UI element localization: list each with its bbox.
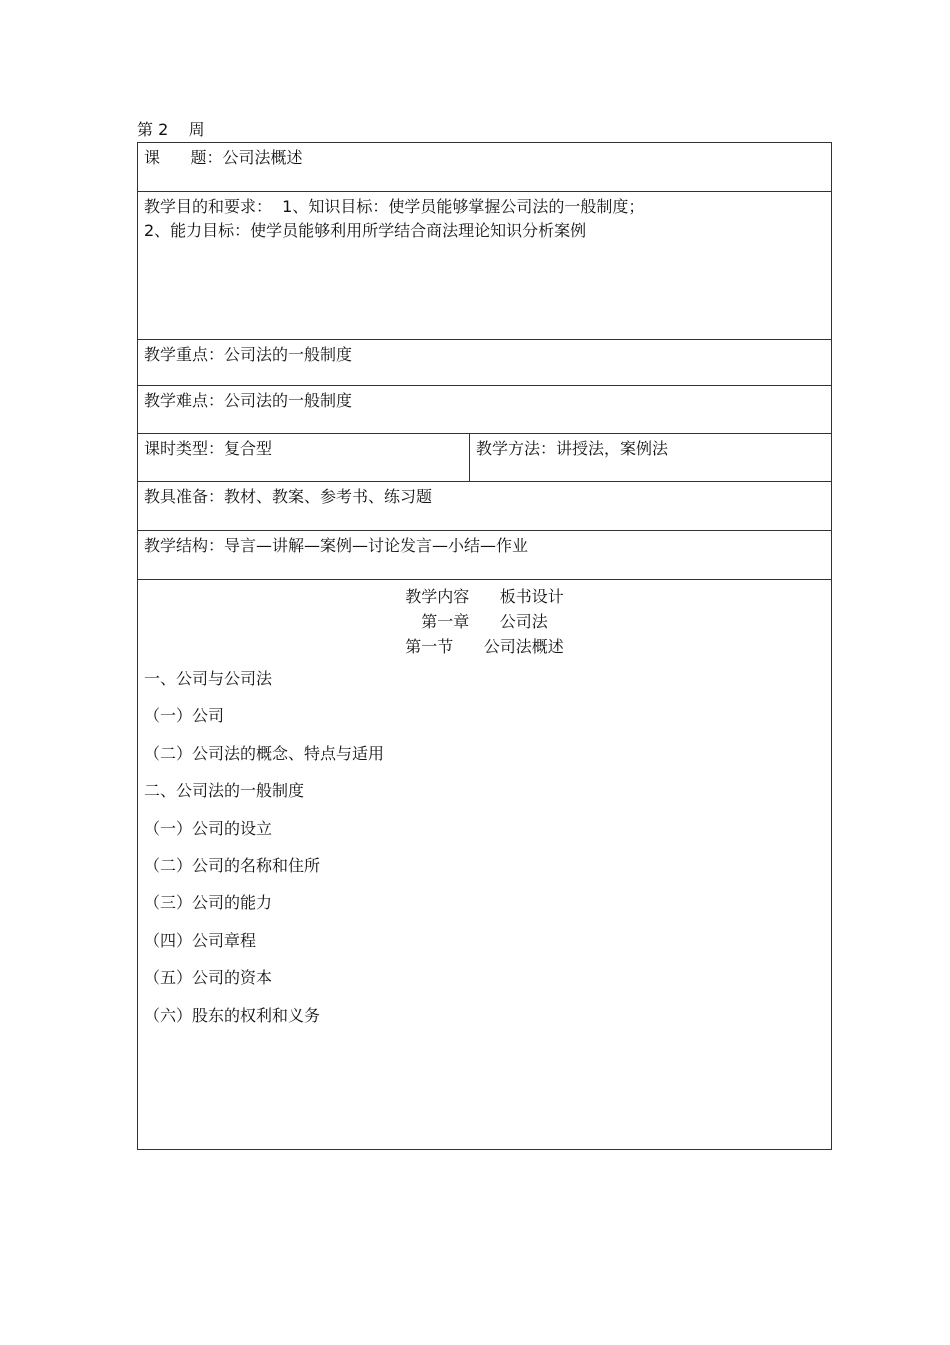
lesson-type: 课时类型：复合型 [138, 434, 470, 482]
outline-item: 二、公司法的一般制度 [144, 781, 305, 801]
goal-line-1: 教学目的和要求： 1、知识目标：使学员能够掌握公司法的一般制度； [144, 197, 645, 216]
outline-item: （三）公司的能力 [144, 893, 273, 913]
content-outline [144, 667, 825, 1041]
week-label: 第 2 周 [137, 120, 205, 139]
outline-item: （二）公司的名称和住所 [144, 855, 321, 875]
outline-item: （五）公司的资本 [144, 968, 273, 988]
key-point: 教学重点：公司法的一般制度 [138, 340, 832, 386]
teaching-tools: 教具准备：教材、教案、参考书、练习题 [138, 482, 832, 531]
goal-line-2: 2、能力目标：使学员能够利用所学结合商法理论知识分析案例 [144, 221, 587, 240]
teaching-goals [138, 192, 832, 340]
chapter-title: 第一章 公司法 [421, 612, 548, 631]
teaching-structure: 教学结构：导言—讲解—案例—讨论发言—小结—作业 [138, 531, 832, 580]
difficulty: 教学难点：公司法的一般制度 [138, 386, 832, 434]
content-header: 教学内容 板书设计 [405, 587, 564, 606]
outline-item: （六）股东的权利和义务 [144, 1005, 321, 1025]
section-title: 第一节 公司法概述 [405, 637, 564, 656]
teaching-content [138, 580, 832, 1150]
outline-item: 一、公司与公司法 [144, 669, 273, 688]
outline-item: （二）公司法的概念、特点与适用 [144, 743, 385, 763]
teaching-method: 教学方法：讲授法，案例法 [470, 434, 832, 482]
lesson-title: 课 题：公司法概述 [138, 143, 832, 192]
lesson-plan-table [137, 142, 832, 1150]
outline-item: （一）公司 [144, 706, 225, 726]
outline-item: （四）公司章程 [144, 930, 257, 950]
outline-item: （一）公司的设立 [144, 818, 273, 838]
